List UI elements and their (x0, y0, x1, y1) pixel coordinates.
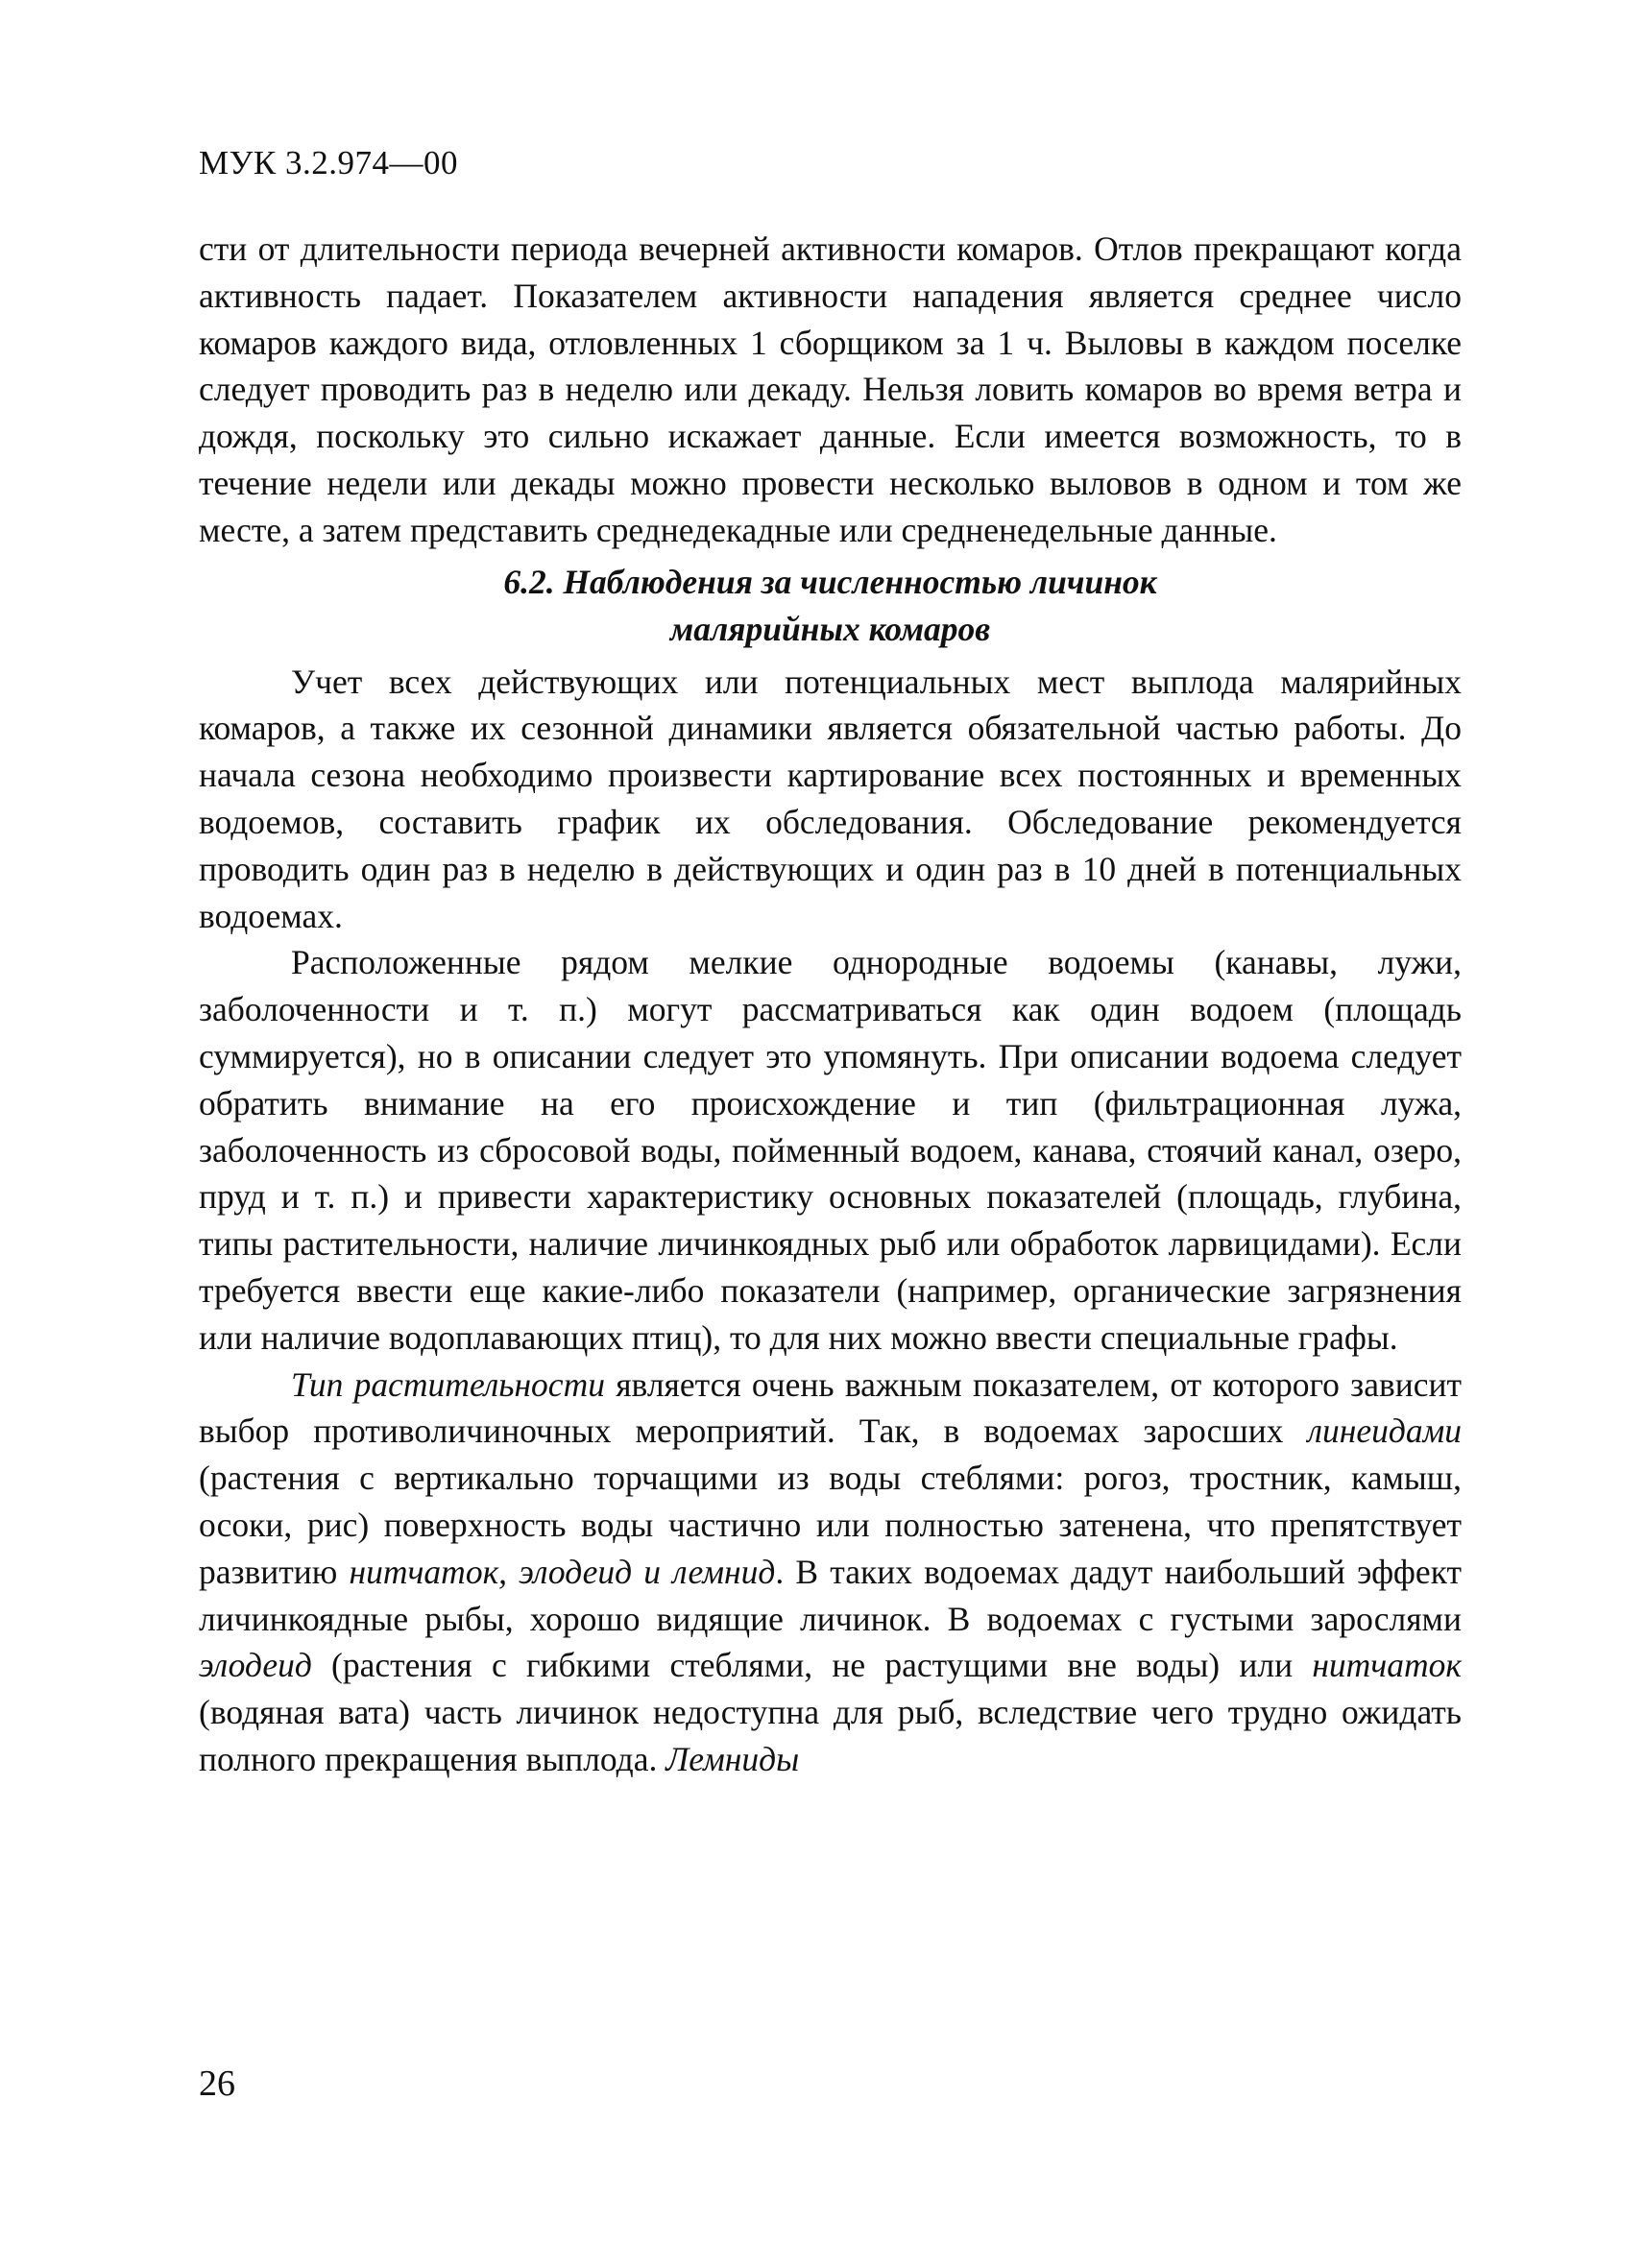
page-body (199, 226, 1462, 1783)
term-elodeids: элодеид (199, 1646, 312, 1685)
paragraph-water-bodies: Расположенные рядом мелкие однородные водоемы (канавы, лужи, заболоченности и т. п.) могут рассматриваться как один водоем (площадь суммируется), но в описании следует это упомянуть. При описании водоема следует обратить внимание на его происхождение и тип (фильтрационная лужа, заболоченность из сбросовой воды, пойменный водоем, канава, стоячий канал, озеро, пруд и т. п.) и привести характеристику основных показателей (площадь, глубина, типы растительности, наличие личинкоядных рыб или обработок ларвицидами). Если требуется ввести еще какие-либо показатели (например, органические загрязнения или наличие водоплавающих птиц), то для них можно ввести специальные графы. (199, 943, 1462, 1357)
text-segment: . В таких водоемах дадут наибольший эффект личинкоядные рыбы, хорошо видящие личинок. В водоемах с густыми зарослями (199, 1552, 1462, 1638)
term-lineids: линеидами (1307, 1411, 1462, 1451)
paragraph-vegetation-type (199, 1362, 1462, 1783)
text-segment: (водяная вата) часть личинок недоступна для рыб, вследствие чего трудно ожидать полного прекращения выплода. (199, 1693, 1462, 1778)
term-algae-elodeids-lemnids: нитчаток, элодеид и лемнид (349, 1552, 776, 1591)
paragraph-continuation: сти от длительности периода вечерней активности комаров. Отлов прекращают когда активность падает. Показателем активности нападения является среднее число комаров каждого вида, отловленных 1 сборщиком за 1 ч. Выловы в каждом поселке следует проводить раз в неделю или декаду. Нельзя ловить комаров во время ветра и дождя, поскольку это сильно искажает данные. Если имеется возможность, то в течение недели или декады можно провести несколько выловов в одном и том же месте, а затем представить среднедекадные или средненедельные данные. (199, 229, 1462, 549)
section-heading-line-2: малярийных комаров (669, 609, 991, 648)
term-vegetation-type: Тип растительности (291, 1364, 605, 1404)
section-heading-line-1: 6.2. Наблюдения за численностью личинок (503, 562, 1157, 601)
term-lemnids: Лемниды (665, 1739, 800, 1778)
document-code-header: МУК 3.2.974—00 (199, 144, 458, 181)
paragraph-breeding-sites: Учет всех действующих или потенциальных мест выплода малярийных комаров, а также их сезонной динамики является обязательной частью работы. До начала сезона необходимо произвести картирование всех постоянных и временных водоемов, составить график их обследования. Обследование рекомендуется проводить один раз в неделю в действующих и один раз в 10 дней в потенциальных водоемах. (199, 662, 1462, 935)
text-segment: (растения с гибкими стеблями, не растущими вне воды) или (311, 1646, 1313, 1685)
text-segment: является очень важным показателем, от которого зависит выбор противоличиночных мероприятий. Так, в водоемах заросших (199, 1364, 1462, 1451)
text-segment: (растения с вертикально торчащими из воды стеблями: рогоз, тростник, камыш, осоки, рис) поверхность воды частично или полностью затенена, что препятствует развитию (199, 1459, 1462, 1591)
section-heading-6-2 (199, 559, 1462, 653)
page-number: 26 (199, 2063, 235, 2104)
term-filamentous-algae: нитчаток (1312, 1646, 1462, 1685)
